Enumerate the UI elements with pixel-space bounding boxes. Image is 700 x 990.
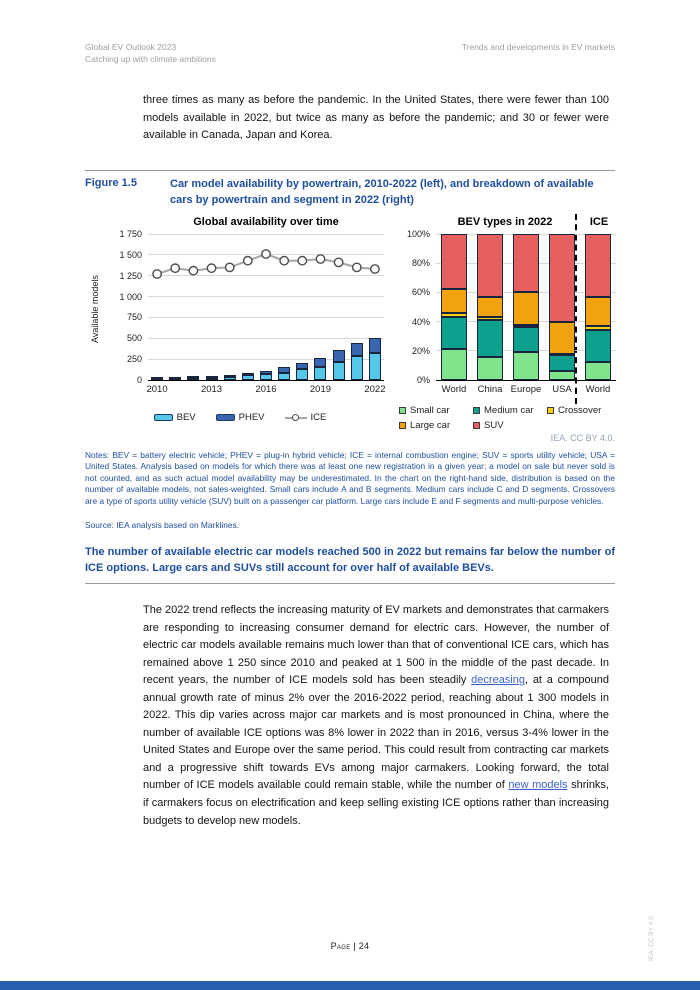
x-tick-label-europe: Europe (510, 384, 542, 395)
right-chart-legend (399, 403, 631, 433)
y-tick-label: 1 250 (119, 270, 142, 281)
legend-label: Small car (410, 405, 450, 416)
large-car-segment (585, 297, 611, 326)
x-tick-label: 2022 (364, 384, 386, 395)
crossover-segment (513, 325, 539, 328)
phev-swatch (216, 414, 235, 421)
large-car-segment (441, 289, 467, 312)
medium-car-swatch (473, 407, 480, 414)
legend-item-large-car (399, 418, 473, 433)
medium-car-segment (477, 320, 503, 357)
large-car-swatch (399, 422, 406, 429)
left-chart-title: Global availability over time (193, 216, 339, 228)
side-credit-vertical: IEA. CC BY 4.0. (648, 914, 655, 961)
bev-swatch (154, 414, 173, 421)
y-tick-label: 40% (411, 316, 430, 327)
ice-marker (189, 267, 197, 275)
y-tick-label: 0% (416, 375, 430, 385)
header-right: Trends and developments in EV markets (461, 42, 615, 52)
body-text-segment: , at a compound annual growth rate of minus 2% over the 2016-2022 period, reaching about 1 300 models in 2022. This dip varies across major car markets and is most pronounced in China, where the number of available ICE options was 8% lower in 2022 than in 2016, versus 3-4% lower in the United States and Europe over the same period. This could result from contracting car markets and a progressive shift towards EVs among major carmakers. Looking forward, the total number of ICE models available could remain stable, while the number of (143, 674, 610, 792)
ice-marker (298, 257, 306, 265)
ice-marker (153, 270, 161, 278)
ice-circle-marker (292, 414, 299, 421)
y-tick-label: 1 000 (119, 291, 142, 302)
x-tick-label-china: China (477, 384, 503, 395)
y-tick-label: 80% (411, 258, 430, 269)
figure-credit: IEA. CC BY 4.0. (550, 433, 615, 443)
legend-item-crossover (547, 403, 621, 418)
suv-segment (441, 234, 467, 289)
body-link-new-models[interactable]: new models (508, 779, 568, 792)
legend-label: Medium car (484, 405, 534, 416)
ice-marker (207, 264, 215, 272)
chart-global-availability (88, 214, 392, 410)
small-car-segment (477, 357, 503, 380)
y-tick-label: 100% (406, 229, 430, 239)
figure-title: Car model availability by powertrain, 2010-2022 (left), and breakdown of available cars by powertrain and segment in 2022 (right) (170, 178, 594, 206)
suv-segment (585, 234, 611, 297)
intro-paragraph: three times as many as before the pandemic. In the United States, there were fewer than 100 models available in 2022, but twice as many as before the pandemic; and 30 or fewer were available in Canada, Japan and Korea. (143, 94, 609, 142)
legend-item-bev (154, 412, 196, 423)
ice-marker (334, 258, 342, 266)
suv-swatch (473, 422, 480, 429)
large-car-segment (549, 322, 575, 354)
medium-car-segment (441, 317, 467, 349)
x-tick-label-world: World (585, 384, 611, 395)
ice-marker (171, 264, 179, 272)
medium-car-segment (549, 355, 575, 371)
legend-label: Large car (410, 420, 451, 431)
small-car-segment (441, 349, 467, 380)
ice-marker (226, 263, 234, 271)
suv-segment (477, 234, 503, 297)
ice-marker (244, 257, 252, 265)
legend-label: BEV (176, 412, 196, 423)
legend-item-small-car (399, 403, 473, 418)
ice-marker (316, 255, 324, 263)
bottom-blue-bar (0, 981, 700, 990)
figure-bottom-rule (85, 583, 615, 584)
body-link-decreasing[interactable]: decreasing (471, 674, 525, 687)
report-subtitle: Catching up with climate ambitions (85, 54, 216, 64)
crossover-segment (441, 313, 467, 317)
ice-marker (262, 250, 270, 258)
medium-car-segment (585, 330, 611, 362)
y-tick-label: 60% (411, 287, 430, 298)
body-paragraph (143, 602, 609, 830)
figure-source: Source: IEA analysis based on Marklines. (85, 520, 240, 530)
ice-line-marker (285, 413, 307, 422)
legend-label: SUV (484, 420, 504, 431)
y-tick-label: 20% (411, 345, 430, 356)
y-tick-label: 250 (126, 354, 142, 365)
y-tick-label: 0 (136, 375, 142, 385)
suv-segment (549, 234, 575, 322)
large-car-segment (513, 292, 539, 324)
small-car-segment (549, 371, 575, 380)
crossover-segment (585, 326, 611, 330)
report-title: Global EV Outlook 2023 (85, 42, 177, 52)
page-number: Page | 24 (330, 941, 370, 951)
figure-top-rule (85, 170, 615, 171)
legend-item-ice (285, 412, 327, 423)
y-tick-label: 500 (126, 333, 142, 344)
medium-car-segment (513, 327, 539, 352)
left-chart-plot-area (148, 234, 384, 381)
ice-marker (353, 263, 361, 271)
x-tick-label: 2019 (309, 384, 332, 395)
header-left (85, 41, 216, 65)
left-chart-ylabel: Available models (90, 275, 100, 343)
figure-callout: The number of available electric car models reached 500 in 2022 but remains far below the number of ICE options. Large cars and SUVs still account for over half of available BEVs. (85, 546, 615, 574)
ice-marker (371, 265, 379, 273)
chart-bev-types (398, 214, 622, 410)
y-tick-label: 750 (126, 312, 142, 323)
legend-item-suv (473, 418, 547, 433)
figure-label: Figure 1.5 (85, 177, 137, 189)
x-tick-label: 2016 (255, 384, 277, 395)
right-chart-title-ice: ICE (589, 216, 609, 228)
large-car-segment (477, 297, 503, 317)
legend-label: Crossover (558, 405, 602, 416)
ice-line (148, 234, 384, 380)
suv-segment (513, 234, 539, 292)
body-text-segment: The 2022 trend reflects the increasing maturity of EV markets and demonstrates that carmakers are responding to increasing consumer demand for electric cars. However, the number of electric car models available remains much lower than that of conventional ICE cars, which has remained above 1 250 since 2010 and peaked at 1 500 in the middle of the past decade. In recent years, the number of ICE models sold has been steadily (143, 604, 609, 687)
right-chart-title: BEV types in 2022 (457, 216, 553, 228)
crossover-segment (477, 317, 503, 320)
ice-marker (280, 257, 288, 265)
right-chart-plot-area (436, 234, 616, 381)
small-car-segment (513, 352, 539, 380)
small-car-swatch (399, 407, 406, 414)
legend-label: PHEV (238, 412, 265, 423)
legend-label: ICE (310, 412, 327, 423)
body-text-segment: shrinks, if carmakers focus on electrification and keep selling existing ICE options rather than increasing budgets to develop new models. (143, 779, 609, 827)
y-tick-label: 1 750 (119, 229, 142, 239)
x-tick-label: 2010 (146, 384, 168, 395)
legend-item-medium-car (473, 403, 547, 418)
x-tick-label-usa: USA (552, 384, 572, 395)
crossover-swatch (547, 407, 554, 414)
small-car-segment (585, 362, 611, 380)
y-tick-label: 1 500 (119, 249, 142, 260)
legend-item-phev (216, 412, 265, 423)
x-tick-label: 2013 (200, 384, 223, 395)
x-tick-label-world: World (441, 384, 467, 395)
figure-notes: Notes: BEV = battery electric vehicle; PHEV = plug-in hybrid vehicle; ICE = internal combustion engine; SUV = sports utility vehicle; USA = United States. Analysis based on models for which there was at least one new registration in a given year; a model on sale but never sold is not counted, and as such actual model availability may be underestimated. In the chart on the right-hand side, distribution is based on the number of available models, not sales-weighted. Small cars include A and B segments. Medium cars include C and D segments. Crossovers are a type of sports utility vehicle (SUV) built on a passenger car platform. Large cars include E and F segments and multi-purpose vehicles. (85, 450, 615, 506)
left-chart-legend (88, 412, 392, 423)
